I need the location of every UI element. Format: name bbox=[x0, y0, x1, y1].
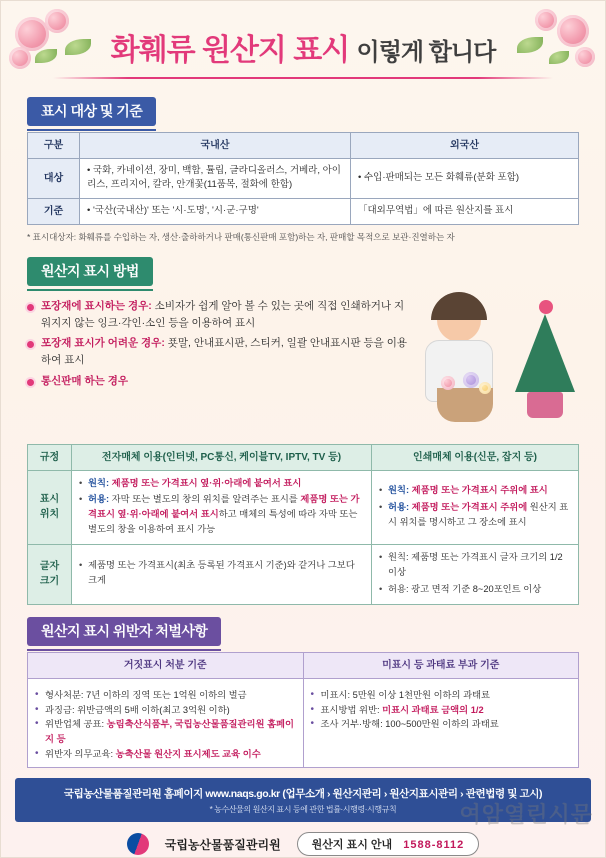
title-main: 화훼류 원산지 표시 bbox=[110, 34, 350, 67]
col-print: 인쇄매체 이용(신문, 잡지 등) bbox=[372, 444, 579, 470]
bullet-text-1: 소비자가 쉽게 알아 볼 수 있는 곳에 직접 인쇄하거나 지워지지 않는 잉크·각인·소인 등을 이용하여 표시 bbox=[41, 299, 405, 329]
section2-label: 원산지 표시 방법 bbox=[27, 257, 153, 286]
section3-body bbox=[1, 652, 605, 768]
illustration-hair bbox=[431, 292, 487, 320]
online-sales-table bbox=[27, 444, 579, 605]
list-item: • 제품명 또는 가격표시(최초 등록된 가격표시 기준)와 같거나 그보다 크게 bbox=[79, 558, 364, 588]
call-label: 원산지 표시 안내 bbox=[311, 839, 393, 851]
section-heading-penalty bbox=[27, 617, 221, 646]
list-item: • 허용: 제품명 또는 가격표시 주위에 원산지 표시 위치를 명시하고 그 장소에 표시 bbox=[379, 500, 571, 530]
col-구분: 구분 bbox=[28, 133, 80, 159]
col-규정: 규정 bbox=[28, 444, 72, 470]
cell-electronic-fontsize bbox=[72, 545, 372, 605]
list-item bbox=[27, 298, 413, 333]
list-item: • 원칙: 제품명 또는 가격표시 옆·위·아래에 붙여서 표시 bbox=[79, 476, 364, 491]
list-item: • 허용: 자막 또는 별도의 창의 위치를 알려주는 표시를 제품명 또는 가격표시 옆·위·아래에 붙여서 표시하고 매체의 특성에 따라 자막 또는 별도의 창을 이용하여 표시 가능 bbox=[79, 492, 364, 537]
section-heading-method bbox=[27, 257, 153, 286]
illustration-flower bbox=[479, 382, 491, 394]
bullet-lead-2: 포장재 표시가 어려운 경우: bbox=[41, 337, 165, 350]
section1-underline bbox=[27, 129, 156, 131]
illustration-tree bbox=[515, 314, 575, 392]
cell-domestic-target: • 국화, 카네이션, 장미, 백합, 튤립, 글라디올러스, 거베라, 아이리스, 프리지어, 칼라, 안개꽃(11품목, 절화에 한함) bbox=[80, 159, 351, 199]
footer-logo-row bbox=[1, 832, 605, 856]
table-row bbox=[28, 545, 579, 605]
method-bullet-list bbox=[27, 298, 413, 391]
title-divider bbox=[53, 77, 553, 79]
organization-name: 국립농산물품질관리원 bbox=[164, 837, 281, 852]
row-label-fontsize: 글자 크기 bbox=[28, 545, 72, 605]
page-title bbox=[1, 1, 605, 85]
col-electronic: 전자매체 이용(인터넷, PC통신, 케이블TV, IPTV, TV 등) bbox=[72, 444, 372, 470]
table-row bbox=[28, 678, 579, 767]
section2-body bbox=[1, 292, 605, 605]
penalty-table bbox=[27, 652, 579, 768]
bullet-lead-3: 통신판매 하는 경우 bbox=[41, 374, 128, 387]
footer-law-note: * 농수산물의 원산지 표시 등에 관한 법률·시행령·시행규칙 bbox=[209, 805, 397, 814]
cell-print-position bbox=[372, 470, 579, 545]
highlight-half-fine: 미표시 과태료 금액의 1/2 bbox=[382, 704, 484, 715]
cell-foreign-target: • 수입·판매되는 모든 화훼류(분화 포함) bbox=[351, 159, 579, 199]
list-item bbox=[27, 373, 413, 390]
section1-label: 표시 대상 및 기준 bbox=[27, 97, 156, 126]
col-fine-label: 미표시 등 과태료 부과 기준 bbox=[303, 652, 579, 678]
cell-fine-items bbox=[303, 678, 579, 767]
illustration-pot bbox=[527, 392, 563, 418]
section3-label: 원산지 표시 위반자 처벌사항 bbox=[27, 617, 221, 646]
list-item: • 위반업체 공표: 농림축산식품부, 국립농산물품질관리원 홈페이지 등 bbox=[35, 717, 296, 747]
table-row bbox=[28, 198, 579, 224]
table-row bbox=[28, 470, 579, 545]
list-item: • 미표시: 5만원 이상 1천만원 이하의 과태료 bbox=[311, 688, 572, 703]
footer-homepage-line: 국립농산물품질관리원 홈페이지 www.naqs.go.kr (업무소개 › 원산지관리 › 원산지표시관리 › 관련법령 및 고시) bbox=[63, 788, 543, 800]
bullet-lead-1: 포장재에 표시하는 경우: bbox=[41, 299, 152, 312]
illustration-flower bbox=[441, 376, 455, 390]
row-label-대상: 대상 bbox=[28, 159, 80, 199]
table-header-row bbox=[28, 133, 579, 159]
table-header-row bbox=[28, 652, 579, 678]
section2-underline bbox=[27, 289, 153, 291]
cell-false-items bbox=[28, 678, 304, 767]
cell-foreign-standard: 「대외무역법」에 따른 원산지를 표시 bbox=[351, 198, 579, 224]
list-item bbox=[27, 335, 413, 370]
highlight-education: 농축산물 원산지 표시제도 교육 이수 bbox=[115, 749, 261, 760]
cell-print-fontsize bbox=[372, 545, 579, 605]
bullet-text-2: 푯말, 안내표시판, 스티커, 일괄 안내표시판 등을 이용하여 표시 bbox=[41, 337, 408, 367]
list-item: • 과징금: 위반금액의 5배 이하(최고 3억원 이하) bbox=[35, 703, 296, 718]
highlight-agency: 농림축산식품부, 국립농산물품질관리원 홈페이지 등 bbox=[45, 719, 295, 745]
target-criteria-table bbox=[27, 132, 579, 225]
title-tail: 이렇게 합니다 bbox=[356, 39, 496, 66]
list-item: • 원칙: 제품명 또는 가격표시 글자 크기의 1/2 이상 bbox=[379, 550, 571, 580]
section1-note: * 표시대상자: 화훼류를 수입하는 자, 생산·출하하거나 판매(통신판매 포함)하는 자, 판매할 목적으로 보관·진열하는 자 bbox=[27, 231, 455, 242]
list-item: • 허용: 광고 면적 기준 8~20포인트 이상 bbox=[379, 582, 571, 597]
row-label-position: 표시 위치 bbox=[28, 470, 72, 545]
col-외국산: 외국산 bbox=[351, 133, 579, 159]
section3-underline bbox=[27, 649, 221, 651]
section-heading-target bbox=[27, 97, 156, 126]
cell-electronic-position bbox=[72, 470, 372, 545]
illustration-flower bbox=[463, 372, 479, 388]
col-false-label: 거짓표시 처분 기준 bbox=[28, 652, 304, 678]
government-emblem-icon bbox=[127, 833, 149, 855]
list-item: • 위반자 의무교육: 농축산물 원산지 표시제도 교육 이수 bbox=[35, 747, 296, 762]
row-label-기준: 기준 bbox=[28, 198, 80, 224]
cell-domestic-standard: • '국산(국내산)' 또는 '시·도명', '시·군·구명' bbox=[80, 198, 351, 224]
list-item: • 원칙: 제품명 또는 가격표시 주위에 표시 bbox=[379, 483, 571, 498]
illustration-woman-with-flowers bbox=[419, 292, 579, 442]
section1-body bbox=[1, 132, 605, 243]
call-number: 1588-8112 bbox=[403, 839, 465, 851]
call-center-badge bbox=[297, 832, 480, 856]
illustration-bow bbox=[539, 300, 553, 314]
table-row bbox=[28, 159, 579, 199]
table-header-row bbox=[28, 444, 579, 470]
list-item: • 표시방법 위반: 미표시 과태료 금액의 1/2 bbox=[311, 703, 572, 718]
list-item: • 형사처분: 7년 이하의 징역 또는 1억원 이하의 벌금 bbox=[35, 688, 296, 703]
watermark-text: 여암열린시문 bbox=[459, 802, 593, 827]
list-item: • 조사 거부·방해: 100~500만원 이하의 과태료 bbox=[311, 717, 572, 732]
col-국내산: 국내산 bbox=[80, 133, 351, 159]
